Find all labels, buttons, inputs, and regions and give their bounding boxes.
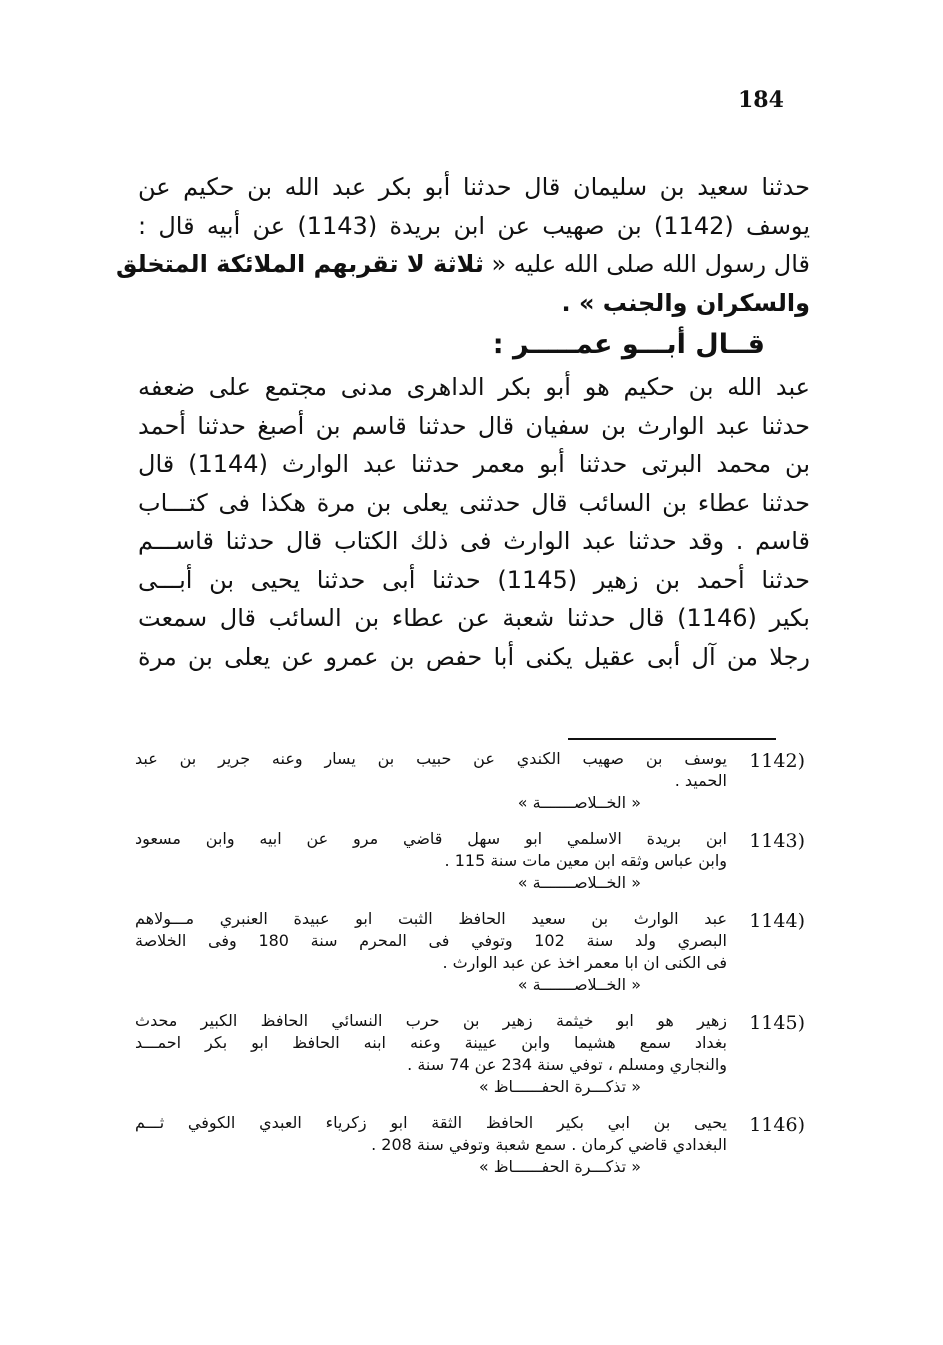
footnotes [135, 748, 805, 1192]
main-text [115, 168, 811, 676]
footnote-body [135, 908, 727, 996]
footnote-line: وابن عباس وثقه ابن معين مات سنة 115 . [444, 851, 727, 870]
text-line: بكير (1146) قال حدثنا شعبة عن عطاء بن السائب قال سمعت [138, 604, 810, 632]
footnote-line: يوسف بن صهيب الكندي عن حبيب بن يسار وعنه جرير بن عبد [135, 749, 727, 768]
footnote-body [135, 1010, 727, 1098]
footnote-body [135, 1112, 727, 1178]
page-number: 184 [738, 87, 784, 113]
text-line [115, 245, 810, 284]
text-fragment: قال رسول الله صلى الله عليه « [483, 250, 810, 278]
footnote-number: 1146) [749, 1114, 805, 1136]
footnote [135, 1112, 805, 1178]
footnote [135, 828, 805, 894]
footnote [135, 1010, 805, 1098]
footnote [135, 748, 805, 814]
footnote-line: زهير هو ابو خيثمة زهير بن حرب النسائي الحافظ الكبير محدث [135, 1011, 727, 1030]
hadith-quote: ثلاثة لا تقربهم الملائكة المتخلق [115, 250, 484, 278]
footnote-line: عبد الوارث بن سعيد الحافظ الثبت ابو عبيدة العنبري مـــولاهم [135, 909, 727, 928]
section-heading: قــال أبـــو عمـــــر : [492, 329, 765, 360]
footnote-line: الحميد . [674, 771, 727, 790]
footnote-line: فى الكنى ان ابا معمر اخذ عن عبد الوارث . [442, 953, 727, 972]
footnote-line: يحيى بن ابي بكير الحافظ الثقة ابو زكرياء العبدي الكوفي ثـــم [135, 1113, 727, 1132]
footnote-source: « الخــلاصـــــــة » [517, 975, 641, 994]
footnote-line: بغداد سمع هشيما وابن عيينة وعنه ابنه الحافظ ابو بكر احمـــد [135, 1033, 727, 1052]
footnote-number: 1142) [749, 750, 805, 772]
footnote-source: « الخــلاصـــــــة » [517, 873, 641, 892]
footnote-body [135, 748, 727, 814]
text-line: رجلا من آل أبى عقيل يكنى أبا حفص بن عمرو عن يعلى بن مرة [138, 642, 810, 671]
text-line: حدثنا عطاء بن السائب قال حدثنى يعلى بن مرة هكذا فى كتـــاب [138, 488, 810, 517]
text-line: بن محمد البرتى حدثنا أبو معمر حدثنا عبد الوارث (1144) قال [138, 450, 811, 478]
text-line: قاسم . وقد حدثنا عبد الوارث فى ذلك الكتاب قال حدثنا قاســـم [138, 527, 810, 555]
text-line: حدثنا عبد الوارث بن سفيان قال حدثنا قاسم بن أصبغ حدثنا أحمد [138, 411, 810, 440]
footnote-number: 1144) [749, 910, 805, 932]
text-line: حدثنا سعيد بن سليمان قال حدثنا أبو بكر عبد الله بن حكيم عن [138, 173, 810, 201]
footnote-source: « تذكـــرة الحفــــــاظ » [478, 1077, 641, 1096]
hadith-quote-end: والسكران والجنب » . [561, 288, 810, 317]
footnote [135, 908, 805, 996]
text-line: عبد الله بن حكيم هو أبو بكر الداهرى مدنى مجتمع على ضعفه [138, 373, 810, 401]
footnote-line: البصري ولد سنة 102 وتوفي فى المحرم سنة 180 وفى الخلاصة [135, 931, 727, 950]
footnote-number: 1145) [749, 1012, 805, 1034]
footnote-divider [568, 738, 776, 740]
footnote-line: البغدادي قاضي كرمان . سمع شعبة وتوفي سنة 208 . [371, 1135, 727, 1154]
footnote-number: 1143) [749, 830, 805, 852]
footnote-line: ابن بريدة الاسلمي ابو سهل قاضي مرو عن ابيه وابن مسعود [135, 829, 727, 848]
footnote-line: والنجاري ومسلم ، توفي سنة 234 عن 74 سنة . [407, 1055, 727, 1074]
footnote-body [135, 828, 727, 894]
footnote-source: « تذكـــرة الحفــــــاظ » [478, 1157, 641, 1176]
text-line: حدثنا أحمد بن زهير (1145) حدثنا أبى حدثنا يحيى بن أبـــى [138, 565, 810, 594]
text-line: يوسف (1142) بن صهيب عن ابن بريدة (1143) عن أبيه قال : [138, 211, 811, 240]
footnote-source: « الخــلاصـــــــة » [517, 793, 641, 812]
